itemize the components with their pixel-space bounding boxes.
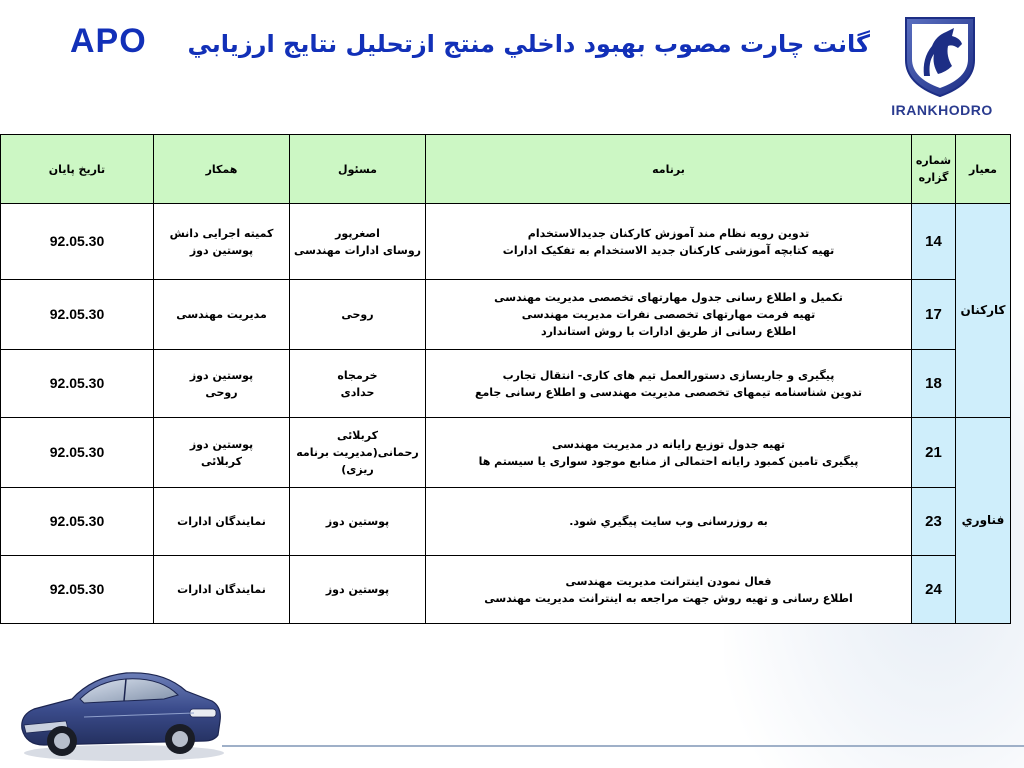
report-number-cell: 18 (912, 350, 956, 418)
header-program: برنامه (426, 135, 912, 204)
program-cell (426, 418, 912, 488)
collaborator-line: کربلائی (201, 454, 242, 468)
report-number-cell: 14 (912, 204, 956, 280)
header-report-number (912, 135, 956, 204)
table-row (1, 350, 1011, 418)
program-line: تدوین شناسنامه تیمهای تخصصی مدیریت مهندسی و اطلاع رسانی جامع (474, 385, 863, 399)
program-line: پیگیری تامین کمبود رایانه احتمالی از منابع موجود سواری یا سیستم ها (478, 454, 859, 468)
program-cell (426, 280, 912, 350)
report-number-cell: 21 (912, 418, 956, 488)
program-line: تکمیل و اطلاع رسانی جدول مهارتهای تخصصی مدیریت مهندسی (494, 291, 843, 304)
collaborator-line: کمیته اجرایی دانش (169, 226, 274, 240)
table-header-row (1, 135, 1011, 204)
collaborator-line: نمایندگان ادارات (177, 583, 266, 596)
program-line: به روزرسانی وب سایت پیگیري شود. (569, 515, 768, 528)
collaborator-cell (154, 418, 290, 488)
collaborator-line: پوستین دوز (189, 437, 254, 451)
responsible-line: رحمانی(مدیریت برنامه (296, 446, 419, 459)
end-date-cell: 92.05.30 (1, 280, 154, 350)
collaborator-cell (154, 350, 290, 418)
responsible-cell (290, 556, 426, 624)
program-cell (426, 204, 912, 280)
collaborator-line: روحی (205, 385, 238, 399)
table-row (1, 556, 1011, 624)
responsible-line: روسای ادارات مهندسی (293, 243, 422, 257)
collaborator-line: پوستین دوز (189, 243, 254, 257)
responsible-cell (290, 204, 426, 280)
program-line: تهیه فرمت مهارتهای تخصصی نفرات مدیریت مهندسی (521, 308, 816, 321)
responsible-cell (290, 280, 426, 350)
header-report-number-line: گزاره (918, 171, 949, 184)
responsible-line: روحی (341, 308, 374, 321)
end-date-cell: 92.05.30 (1, 418, 154, 488)
collaborator-line: مدیریت مهندسی (176, 308, 267, 321)
collaborator-cell (154, 556, 290, 624)
collaborator-cell (154, 488, 290, 556)
report-number-cell: 24 (912, 556, 956, 624)
responsible-line: ریزی) (341, 463, 374, 476)
table-row (1, 280, 1011, 350)
criterion-cell: کارکنان (956, 204, 1011, 418)
responsible-line: خرمجاه (337, 368, 378, 382)
responsible-cell (290, 350, 426, 418)
collaborator-cell (154, 280, 290, 350)
table-row (1, 488, 1011, 556)
program-line: پیگیری و جاریسازی دستورالعمل تیم های کاری- انتقال تجارب (502, 368, 835, 382)
end-date-cell: 92.05.30 (1, 204, 154, 280)
report-number-cell: 17 (912, 280, 956, 350)
program-line: تهیه کتابچه آموزشی کارکنان جدید الاستخدام به تفکیک ادارات (502, 243, 835, 257)
table-row (1, 418, 1011, 488)
program-line: اطلاع رسانی از طریق ادارات با روش استاندارد (540, 325, 797, 338)
slide-title: گانت چارت مصوب بهبود داخلي منتج ازتحليل نتايج ارزيابي (187, 30, 870, 58)
end-date-cell: 92.05.30 (1, 350, 154, 418)
program-line: تدوین رویه نظام مند آموزش کارکنان جدیدالاستخدام (527, 226, 810, 240)
end-date-cell: 92.05.30 (1, 488, 154, 556)
program-line: فعال نمودن اینترانت مدیریت مهندسی (565, 574, 772, 588)
responsible-line: پوستین دوز (325, 583, 390, 596)
apo-label: APO (70, 22, 147, 60)
responsible-line: حدادی (340, 385, 375, 399)
end-date-cell: 92.05.30 (1, 556, 154, 624)
collaborator-line: نمایندگان ادارات (177, 515, 266, 528)
header-criterion: معیار (956, 135, 1011, 204)
irankhodro-logo (882, 14, 1022, 126)
gantt-table (0, 134, 1011, 624)
gantt-table-container (0, 134, 1010, 624)
report-number-cell: 23 (912, 488, 956, 556)
program-cell (426, 350, 912, 418)
responsible-cell (290, 488, 426, 556)
program-line: تهیه جدول توزیع رایانه در مدیریت مهندسی (551, 437, 786, 451)
brand-name: IRANKHODRO (891, 102, 993, 118)
responsible-line: کربلائی (337, 429, 378, 442)
header-end-date: تاریخ پایان (1, 135, 154, 204)
bottom-divider (222, 745, 1024, 747)
program-line: اطلاع رسانی و تهیه روش جهت مراجعه به اینترانت مدیریت مهندسی (484, 591, 853, 605)
table-row (1, 204, 1011, 280)
program-cell (426, 556, 912, 624)
header-report-number-line: شماره (915, 154, 952, 167)
header-collaborator: همکار (154, 135, 290, 204)
responsible-line: اصغرپور (335, 226, 380, 240)
collaborator-cell (154, 204, 290, 280)
horse-emblem-icon (902, 14, 978, 98)
header-responsible: مسئول (290, 135, 426, 204)
collaborator-line: پوستین دوز (189, 368, 254, 382)
responsible-line: پوستین دوز (325, 515, 390, 528)
responsible-cell (290, 418, 426, 488)
criterion-cell: فناوري (956, 418, 1011, 624)
program-cell (426, 488, 912, 556)
sedan-car-icon (14, 655, 226, 763)
slide-header (0, 0, 1024, 132)
